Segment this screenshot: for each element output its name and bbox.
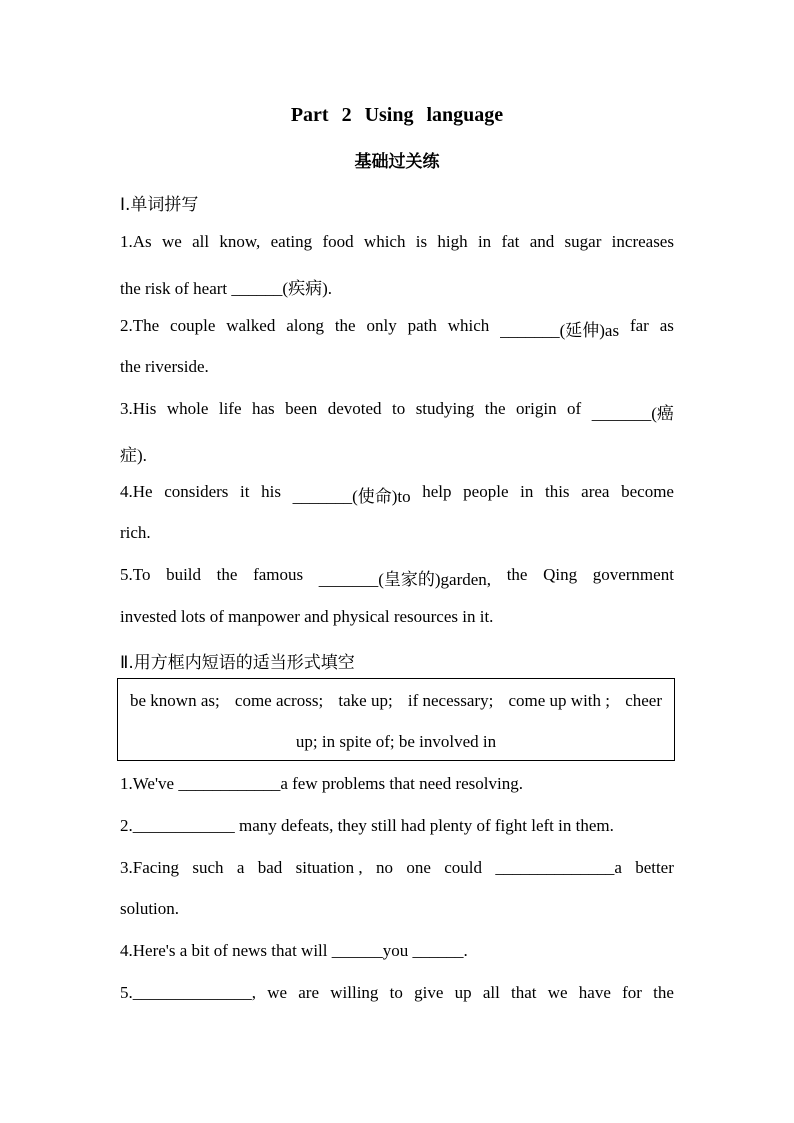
s1-item3-line2: 症). xyxy=(120,446,147,465)
word: all xyxy=(192,232,210,251)
word: for xyxy=(622,983,642,1002)
word: path xyxy=(407,316,437,335)
word: know, xyxy=(219,232,261,251)
word: high xyxy=(437,232,468,251)
s1-item1-line2: the risk of heart ______(疾病). xyxy=(120,279,332,298)
word: the xyxy=(484,399,506,418)
word: government xyxy=(592,565,674,584)
s2-item2: 2.____________ many defeats, they still had plenty of fight left in them. xyxy=(120,816,614,835)
word: fat xyxy=(501,232,520,251)
word: the xyxy=(653,983,674,1002)
page-subtitle: 基础过关练 xyxy=(354,152,440,172)
s1-item3-line1 xyxy=(120,399,674,424)
word: come up with ; xyxy=(508,691,610,710)
word: become xyxy=(621,482,674,501)
word: willing xyxy=(330,983,379,1002)
word: the xyxy=(506,565,528,584)
word: in xyxy=(477,232,492,251)
word: 3.Facing xyxy=(120,858,180,877)
word: walked xyxy=(226,316,276,335)
s1-item4-line1 xyxy=(120,482,674,507)
word: which xyxy=(363,232,406,251)
word: _______(皇家的)garden, xyxy=(318,570,492,589)
word: 4.He xyxy=(120,482,153,501)
word: eating xyxy=(270,232,313,251)
section-heading-phrases: Ⅱ.用方框内短语的适当形式填空 xyxy=(120,653,355,673)
s2-item1: 1.We've ____________a few problems that need resolving. xyxy=(120,774,523,793)
s1-item4-line2: rich. xyxy=(120,523,151,542)
word: take up; xyxy=(338,691,393,710)
word: as xyxy=(659,316,674,335)
word: life xyxy=(218,399,242,418)
word: only xyxy=(366,316,397,335)
phrase-box-line1 xyxy=(118,691,674,711)
word: his xyxy=(261,482,281,501)
word: 1.As xyxy=(120,232,152,251)
word: 2.The xyxy=(120,316,160,335)
word: 5.______________, xyxy=(120,983,256,1002)
word: no xyxy=(376,858,393,877)
word: devoted xyxy=(327,399,382,418)
word: _______(使命)to xyxy=(292,487,411,506)
word: Qing xyxy=(543,565,578,584)
word: increases xyxy=(611,232,674,251)
word: situation , xyxy=(295,858,363,877)
word: ______________a xyxy=(495,858,622,877)
word: of xyxy=(567,399,582,418)
word: is xyxy=(415,232,428,251)
s1-item1-line1 xyxy=(120,232,674,252)
word: has xyxy=(251,399,275,418)
word: cheer xyxy=(625,691,662,710)
word: come across; xyxy=(234,691,324,710)
word: considers xyxy=(164,482,229,501)
word: that xyxy=(511,983,537,1002)
section-heading-spelling: Ⅰ.单词拼写 xyxy=(120,195,199,215)
word: if necessary; xyxy=(407,691,494,710)
word: bad xyxy=(257,858,283,877)
word: be known as; xyxy=(130,691,220,710)
word: we xyxy=(547,983,568,1002)
word: and xyxy=(529,232,555,251)
word: all xyxy=(482,983,500,1002)
word: such xyxy=(192,858,224,877)
word: been xyxy=(285,399,318,418)
word: it xyxy=(240,482,250,501)
word: give xyxy=(414,983,444,1002)
word: to xyxy=(389,983,403,1002)
word: studying xyxy=(415,399,475,418)
word: one xyxy=(406,858,431,877)
word: better xyxy=(635,858,674,877)
s1-item5-line1 xyxy=(120,565,674,590)
s1-item2-line2: the riverside. xyxy=(120,357,209,376)
word: have xyxy=(578,983,611,1002)
s1-item2-line1 xyxy=(120,316,674,341)
word: 5.To xyxy=(120,565,151,584)
word: origin xyxy=(515,399,557,418)
s1-item5-line2: invested lots of manpower and physical resources in it. xyxy=(120,607,494,626)
s2-item5-line1 xyxy=(120,983,674,1003)
word: up xyxy=(454,983,472,1002)
word: along xyxy=(286,316,324,335)
word: the xyxy=(334,316,356,335)
page-title: Part 2 Using language xyxy=(290,104,504,126)
phrase-box-line2: up; in spite of; be involved in xyxy=(295,732,497,751)
word: to xyxy=(391,399,406,418)
word: a xyxy=(236,858,245,877)
word: food xyxy=(322,232,354,251)
word: area xyxy=(581,482,610,501)
word: people xyxy=(463,482,509,501)
word: _______(延伸)as xyxy=(500,321,620,340)
word: famous xyxy=(253,565,304,584)
word: we xyxy=(267,983,288,1002)
word: _______(癌 xyxy=(591,404,674,423)
word: this xyxy=(544,482,570,501)
word: we xyxy=(161,232,182,251)
word: in xyxy=(520,482,534,501)
word: could xyxy=(444,858,482,877)
s2-item4: 4.Here's a bit of news that will ______you ______. xyxy=(120,941,468,960)
word: help xyxy=(422,482,452,501)
s2-item3-line1 xyxy=(120,858,674,878)
word: far xyxy=(629,316,649,335)
word: which xyxy=(447,316,490,335)
phrase-box xyxy=(117,678,675,761)
word: couple xyxy=(170,316,216,335)
word: are xyxy=(298,983,320,1002)
word: sugar xyxy=(564,232,602,251)
word: 3.His xyxy=(120,399,157,418)
s2-item3-line2: solution. xyxy=(120,899,180,918)
word: build xyxy=(166,565,202,584)
word: whole xyxy=(166,399,209,418)
word: the xyxy=(216,565,238,584)
